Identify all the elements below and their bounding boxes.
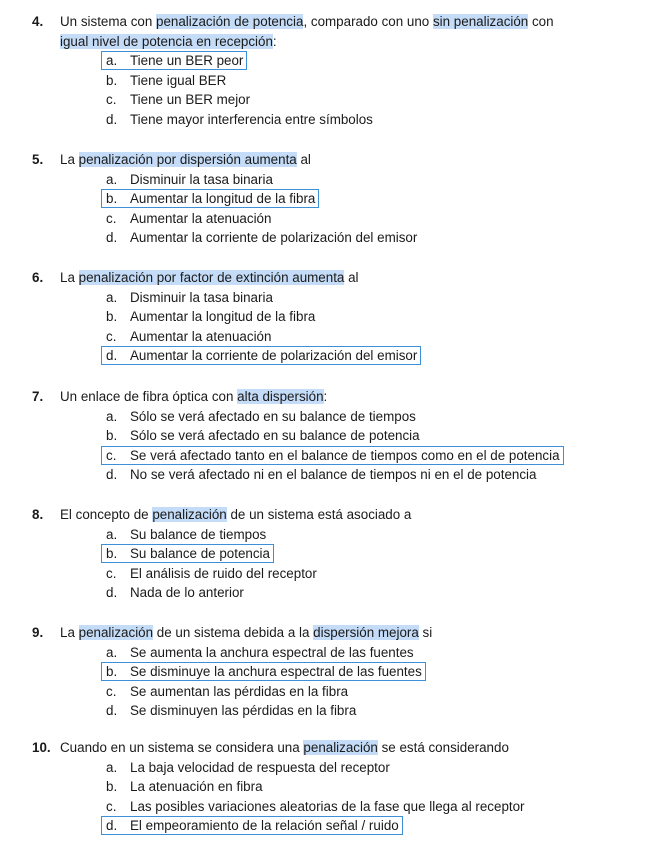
- option-text: La baja velocidad de respuesta del receptor: [130, 759, 390, 775]
- highlight: penalización por dispersión aumenta: [78, 152, 297, 167]
- option-c[interactable]: c. Aumentar la atenuación: [106, 210, 272, 226]
- option-d[interactable]: d. Se disminuyen las pérdidas en la fibra: [106, 703, 357, 719]
- option-c[interactable]: c. Las posibles variaciones aleatorias de la fase que llega al receptor: [106, 798, 525, 814]
- option-b[interactable]: b. La atenuación en fibra: [106, 779, 263, 795]
- highlight: alta dispersión: [237, 389, 324, 404]
- option-text: Se aumenta la anchura espectral de las fuentes: [130, 644, 414, 660]
- option-d[interactable]: d. Nada de lo anterior: [106, 585, 244, 601]
- answer-box: b. Se disminuye la anchura espectral de las fuentes: [101, 662, 426, 681]
- question-text: La penalización de un sistema debida a la dispersión mejora si: [60, 625, 433, 640]
- question-4: [0, 12, 656, 130]
- question-8: [0, 505, 656, 603]
- option-text: Tiene mayor interferencia entre símbolos: [130, 111, 373, 127]
- question-text: La penalización por dispersión aumenta al: [60, 152, 311, 167]
- options-list: [0, 288, 656, 366]
- answer-box: a. Tiene un BER peor: [101, 51, 247, 70]
- question-5: [0, 150, 656, 248]
- options-list: [0, 170, 656, 248]
- option-d[interactable]: [0, 816, 656, 836]
- highlight: penalización de potencia: [156, 14, 304, 29]
- options-list: [0, 51, 656, 129]
- option-a[interactable]: a. Se aumenta la anchura espectral de las fuentes: [106, 644, 414, 660]
- option-text: Aumentar la corriente de polarización del emisor: [130, 348, 418, 364]
- option-text: Tiene igual BER: [130, 72, 227, 88]
- option-b[interactable]: [0, 662, 656, 682]
- option-a[interactable]: a. Su balance de tiempos: [106, 526, 267, 542]
- option-text: Disminuir la tasa binaria: [130, 171, 273, 187]
- option-a[interactable]: a. La baja velocidad de respuesta del receptor: [106, 759, 390, 775]
- highlight: dispersión mejora: [313, 625, 419, 640]
- option-text: Aumentar la longitud de la fibra: [130, 191, 316, 207]
- option-text: Se aumentan las pérdidas en la fibra: [130, 683, 349, 699]
- option-text: Tiene un BER peor: [130, 53, 244, 69]
- option-c[interactable]: c. Se aumentan las pérdidas en la fibra: [106, 683, 349, 699]
- question-text: La penalización por factor de extinción aumenta al: [60, 270, 359, 285]
- options-list: [0, 407, 656, 485]
- option-b[interactable]: [0, 189, 656, 209]
- answer-box: b. Aumentar la longitud de la fibra: [101, 189, 319, 208]
- option-text: Se disminuyen las pérdidas en la fibra: [130, 703, 357, 719]
- highlight: penalización por factor de extinción aumenta: [78, 270, 345, 285]
- question-text: Cuando en un sistema se considera una penalización se está considerando: [60, 740, 509, 755]
- option-text: Su balance de potencia: [130, 546, 270, 562]
- question-9: [0, 623, 656, 721]
- option-text: Se disminuye la anchura espectral de las fuentes: [130, 664, 422, 680]
- options-list: [0, 643, 656, 721]
- question-number: 9.: [32, 625, 44, 640]
- option-c[interactable]: [0, 446, 656, 466]
- option-a[interactable]: [0, 51, 656, 71]
- question-7: [0, 387, 656, 485]
- option-text: El análisis de ruido del receptor: [130, 565, 317, 581]
- highlight: penalización: [303, 740, 378, 755]
- question-text: Un enlace de fibra óptica con alta dispersión:: [60, 389, 328, 404]
- answer-box: c. Se verá afectado tanto en el balance de tiempos como en el de potencia: [101, 446, 564, 465]
- option-b[interactable]: b. Aumentar la longitud de la fibra: [106, 309, 316, 325]
- option-text: Aumentar la longitud de la fibra: [130, 309, 316, 325]
- answer-box: d. Aumentar la corriente de polarización del emisor: [101, 346, 421, 365]
- answer-box: b. Su balance de potencia: [101, 544, 274, 563]
- option-a[interactable]: a. Disminuir la tasa binaria: [106, 289, 273, 305]
- option-text: Disminuir la tasa binaria: [130, 289, 273, 305]
- option-text: Aumentar la atenuación: [130, 210, 272, 226]
- highlight: penalización: [78, 625, 154, 640]
- question-text: El concepto de penalización de un sistema está asociado a: [60, 507, 412, 522]
- option-text: Su balance de tiempos: [130, 526, 267, 542]
- question-text-line2: igual nivel de potencia en recepción:: [60, 33, 277, 49]
- option-d[interactable]: [0, 346, 656, 366]
- question-number: 4.: [32, 14, 44, 29]
- option-text: Sólo se verá afectado en su balance de tiempos: [130, 408, 416, 424]
- answer-box: d. El empeoramiento de la relación señal / ruido: [101, 816, 403, 835]
- question-10: [0, 738, 656, 836]
- option-d[interactable]: d. Aumentar la corriente de polarización del emisor: [106, 230, 418, 246]
- option-text: Se verá afectado tanto en el balance de tiempos como en el de potencia: [130, 447, 560, 463]
- option-b[interactable]: b. Tiene igual BER: [106, 72, 227, 88]
- option-text: Tiene un BER mejor: [130, 92, 251, 108]
- option-a[interactable]: a. Sólo se verá afectado en su balance de tiempos: [106, 408, 416, 424]
- option-d[interactable]: d. No se verá afectado ni en el balance de tiempos ni en el de potencia: [106, 467, 537, 483]
- option-text: Las posibles variaciones aleatorias de la fase que llega al receptor: [130, 798, 525, 814]
- question-number: 5.: [32, 152, 44, 167]
- option-text: No se verá afectado ni en el balance de tiempos ni en el de potencia: [130, 467, 537, 483]
- highlight: sin penalización: [432, 14, 529, 29]
- option-c[interactable]: c. El análisis de ruido del receptor: [106, 565, 317, 581]
- option-text: Aumentar la corriente de polarización del emisor: [130, 230, 418, 246]
- question-number: 6.: [32, 270, 44, 285]
- option-c[interactable]: c. Aumentar la atenuación: [106, 328, 272, 344]
- options-list: [0, 758, 656, 836]
- option-d[interactable]: d. Tiene mayor interferencia entre símbolos: [106, 111, 373, 127]
- option-c[interactable]: c. Tiene un BER mejor: [106, 92, 251, 108]
- option-b[interactable]: b. Sólo se verá afectado en su balance de potencia: [106, 428, 420, 444]
- option-text: Nada de lo anterior: [130, 585, 244, 601]
- highlight: igual nivel de potencia en recepción: [60, 33, 273, 49]
- option-text: El empeoramiento de la relación señal / ruido: [130, 818, 399, 834]
- highlight: penalización: [152, 507, 227, 522]
- option-b[interactable]: [0, 544, 656, 564]
- question-6: [0, 268, 656, 366]
- option-text: Sólo se verá afectado en su balance de potencia: [130, 428, 420, 444]
- option-text: La atenuación en fibra: [130, 779, 263, 795]
- question-text: Un sistema con penalización de potencia, comparado con uno sin penalización con: [60, 14, 554, 29]
- options-list: [0, 525, 656, 603]
- question-number: 8.: [32, 507, 44, 522]
- question-number: 10.: [32, 740, 51, 755]
- option-text: Aumentar la atenuación: [130, 328, 272, 344]
- question-number: 7.: [32, 389, 44, 404]
- option-a[interactable]: a. Disminuir la tasa binaria: [106, 171, 273, 187]
